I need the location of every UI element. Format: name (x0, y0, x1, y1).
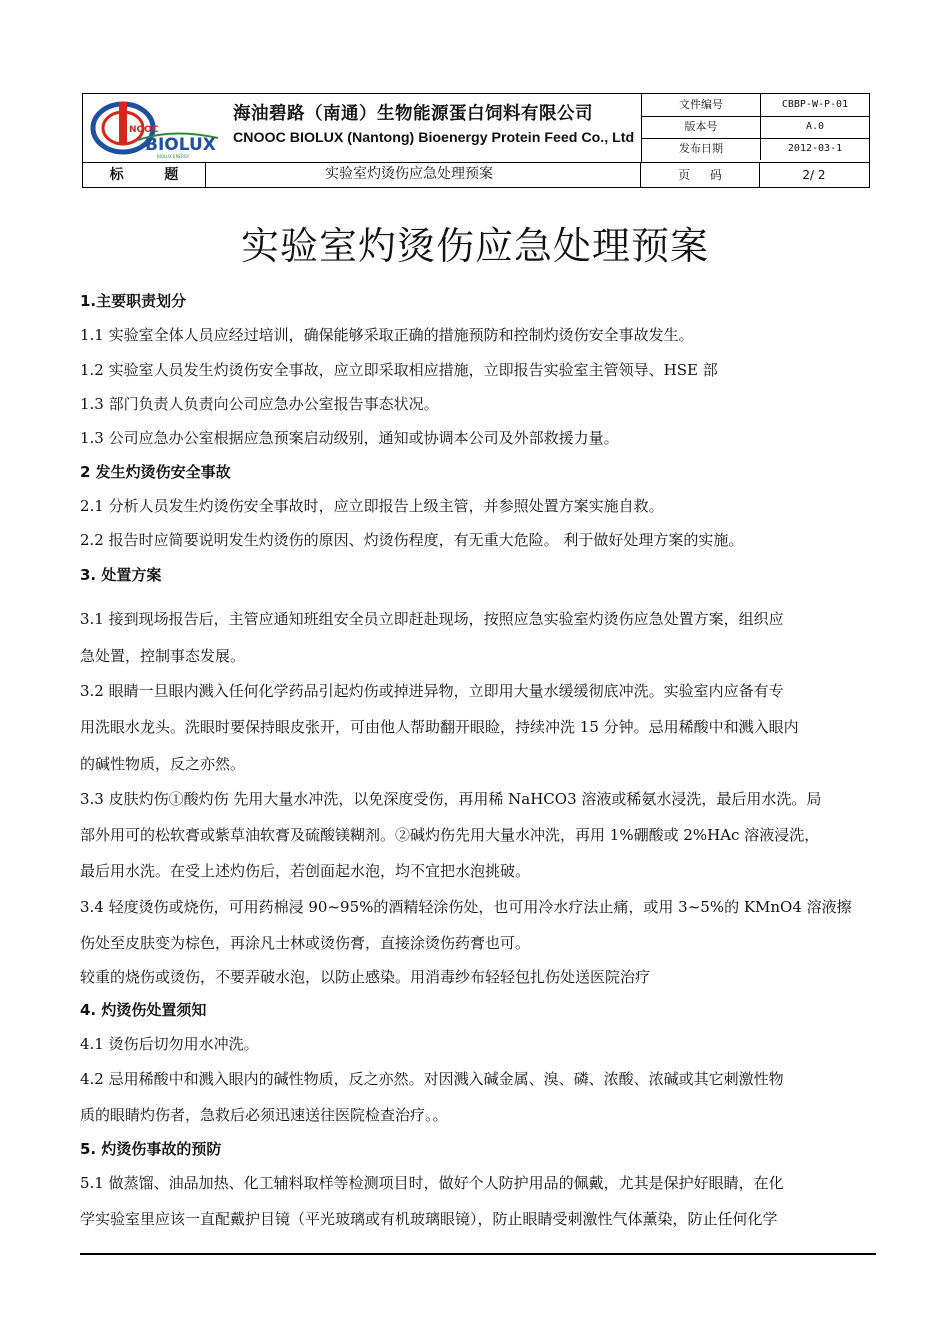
paragraph-line: 质的眼睛灼伤者，急救后必须迅速送往医院检查治疗。。 (80, 1106, 448, 1124)
cnooc-biolux-logo-icon (83, 94, 223, 162)
meta-label: 文件编号 (642, 94, 761, 116)
meta-row-version (642, 116, 870, 139)
company-name-cn: 海油碧路（南通）生物能源蛋白饲料有限公司 (233, 104, 593, 124)
paragraph-line: 5.1 做蒸馏、油品加热、化工辅料取样等检测项目时，做好个人防护用品的佩戴，尤其是保护好眼睛，在化 (80, 1174, 784, 1192)
paragraph-line: 4.2 忌用稀酸中和溅入眼内的碱性物质，反之亦然。对因溅入碱金属、溴、磷、浓酸、浓碱或其它刺激性物 (80, 1070, 784, 1088)
paragraph-line: 用洗眼水龙头。洗眼时要保持眼皮张开，可由他人帮助翻开眼睑，持续冲洗 15 分钟。忌用稀酸中和溅入眼内 (80, 718, 799, 736)
document-header (82, 93, 870, 188)
section-heading-3: 3. 处置方案 (80, 566, 162, 584)
document-meta (641, 94, 870, 162)
meta-row-release-date (642, 138, 870, 160)
paragraph-line: 4.1 烫伤后切勿用水冲洗。 (80, 1035, 259, 1053)
paragraph-line: 2.1 分析人员发生灼烫伤安全事故时，应立即报告上级主管，并参照处置方案实施自救。 (80, 497, 664, 515)
paragraph-line: 学实验室里应该一直配戴护目镜（平光玻璃或有机玻璃眼镜），防止眼睛受刺激性气体薰染，防止任何化学 (80, 1210, 778, 1228)
paragraph-line: 伤处至皮肤变为棕色，再涂凡士林或烫伤膏，直接涂烫伤药膏也可。 (80, 934, 531, 952)
section-heading-2: 2 发生灼烫伤安全事故 (80, 463, 231, 481)
meta-label: 发布日期 (642, 138, 761, 160)
company-name-en: CNOOC BIOLUX (Nantong) Bioenergy Protein Feed Co., Ltd (233, 130, 635, 146)
paragraph-line: 1.1 实验室全体人员应经过培训，确保能够采取正确的措施预防和控制灼烫伤安全事故发生。 (80, 326, 694, 344)
meta-label: 版本号 (642, 116, 761, 138)
paragraph-line: 最后用水洗。在受上述灼伤后，若创面起水泡，均不宜把水泡挑破。 (80, 862, 531, 880)
header-title-row (83, 162, 869, 188)
meta-value: A.0 (805, 121, 825, 132)
section-heading-1: 1.主要职责划分 (80, 292, 187, 310)
paragraph-line: 的碱性物质，反之亦然。 (80, 755, 246, 773)
page-title: 实验室灼烫伤应急处理预案 (240, 224, 709, 268)
paragraph-line: 2.2 报告时应简要说明发生灼烫伤的原因、灼烫伤程度，有无重大危险。 利于做好处理方案的实施。 (80, 531, 744, 549)
paragraph-line: 3.3 皮肤灼伤①酸灼伤 先用大量水冲洗，以免深度受伤，再用稀 NaHCO3 溶液或稀氨水浸洗，最后用水洗。局 (80, 790, 822, 808)
title-value: 实验室灼烫伤应急处理预案 (205, 163, 641, 188)
paragraph-line: 较重的烧伤或烫伤，不要弄破水泡，以防止感染。用消毒纱布轻轻包扎伤处送医院治疗 (80, 968, 651, 986)
paragraph-line: 急处置，控制事态发展。 (80, 647, 246, 665)
section-heading-5: 5. 灼烫伤事故的预防 (80, 1140, 222, 1158)
paragraph-line: 部外用可的松软膏或紫草油软膏及硫酸镁糊剂。②碱灼伤先用大量水冲洗，再用 1%硼酸或 2%HAc 溶液浸洗， (80, 826, 820, 844)
company-logo (83, 94, 223, 162)
paragraph-line: 1.3 部门负责人负责向公司应急办公室报告事态状况。 (80, 395, 439, 413)
footer-divider (80, 1253, 876, 1255)
logo-nooc-text: NOOC (129, 125, 159, 135)
paragraph-line: 3.2 眼睛一旦眼内溅入任何化学药品引起灼伤或掉进异物，立即用大量水缓缓彻底冲洗。实验室内应备有专 (80, 682, 784, 700)
meta-value: 2012-03-1 (787, 143, 843, 154)
meta-value: CBBP-W-P-01 (781, 99, 849, 110)
logo-biolux-text: BIOLUX (145, 135, 216, 155)
page-number: 2/ 2 (802, 168, 826, 182)
company-name-block (223, 94, 641, 162)
section-heading-4: 4. 灼烫伤处置须知 (80, 1001, 207, 1019)
page-label: 页 码 (641, 163, 760, 188)
paragraph-line: 1.2 实验室人员发生灼烫伤安全事故，应立即采取相应措施，立即报告实验室主管领导、HSE 部 (80, 361, 718, 379)
paragraph-line: 3.4 轻度烫伤或烧伤，可用药棉浸 90~95%的酒精轻涂伤处，也可用冷水疗法止痛，或用 3~5%的 KMnO4 溶液擦 (80, 898, 852, 916)
paragraph-line: 3.1 接到现场报告后，主管应通知班组安全员立即赶赴现场，按照应急实验室灼烫伤应急处置方案，组织应 (80, 610, 784, 628)
meta-row-doc-number (642, 94, 870, 117)
logo-tagline-text: BIOLUX ENERGY (157, 154, 190, 159)
title-label: 标 题 (83, 163, 206, 188)
paragraph-line: 1.3 公司应急办公室根据应急预案启动级别，通知或协调本公司及外部救援力量。 (80, 429, 619, 447)
